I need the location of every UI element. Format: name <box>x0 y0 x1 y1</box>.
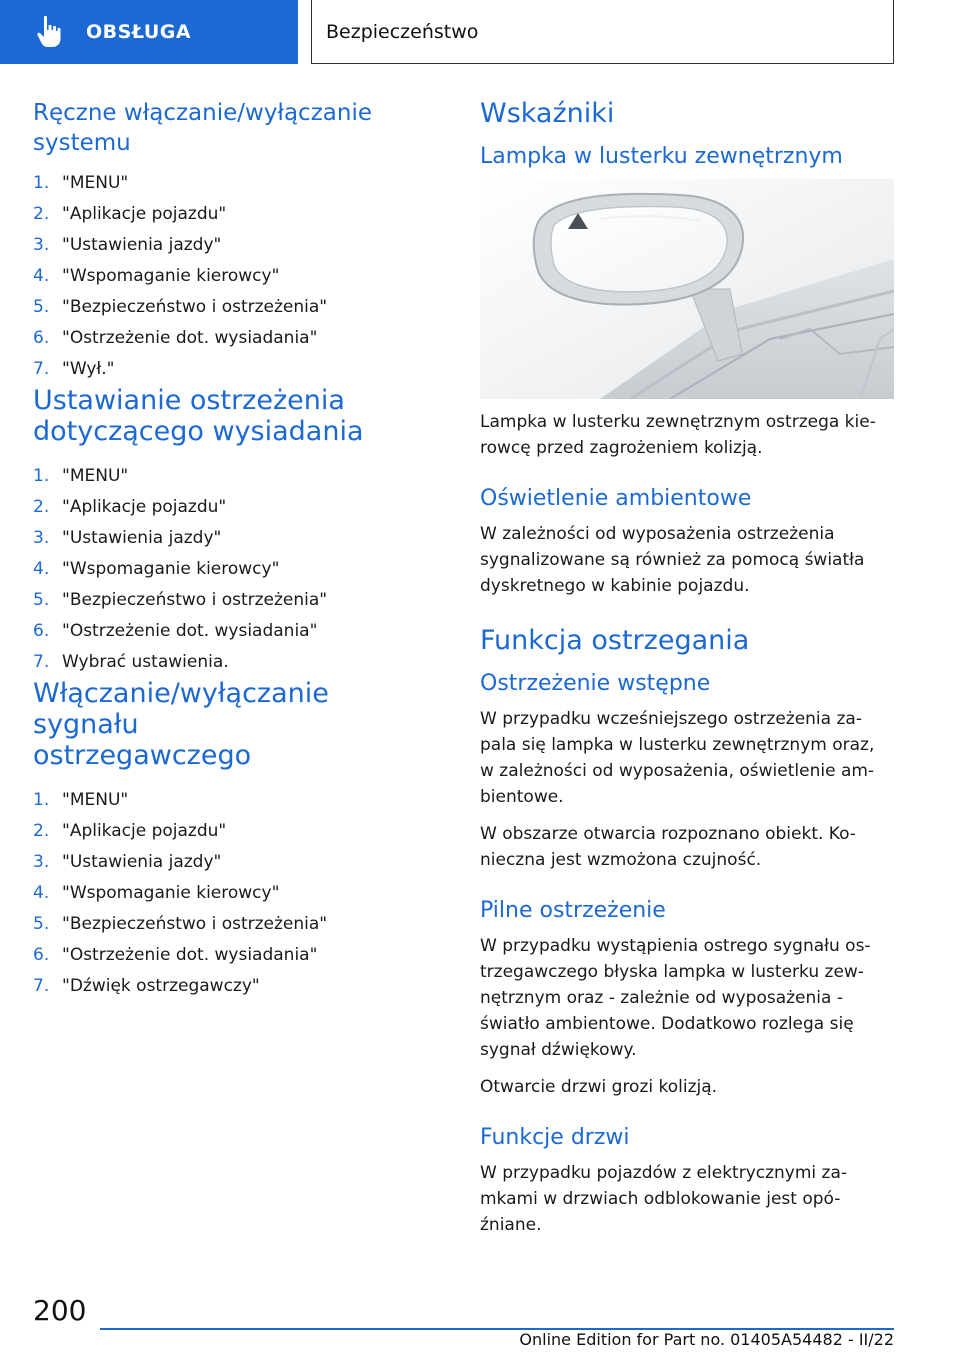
step-text: "MENU" <box>62 466 129 486</box>
steps-warning-sound-toggle <box>33 785 433 1002</box>
step-text: "Wspomaganie kierowcy" <box>62 883 280 903</box>
step-text: "Ustawienia jazdy" <box>62 528 222 548</box>
edition-text: Online Edition for Part no. 01405A54482 - II/22 <box>519 1330 894 1349</box>
pre-warning-text: W przypadku wcześniejszego ostrzeżenia za- pala się lampka w lusterku zewnętrznym oraz, w zależności od wyposażenia, oświetlenie am- bientowe. <box>480 709 875 807</box>
list-item <box>33 647 433 678</box>
step-text: "Aplikacje pojazdu" <box>62 821 227 841</box>
step-text: "Ostrzeżenie dot. wysiadania" <box>62 945 318 965</box>
heading-warning-sound-toggle: Włączanie/wyłączanie sygnału ostrzegawczego <box>33 678 329 771</box>
heading-indicators: Wskaźniki <box>480 98 615 129</box>
list-item <box>33 816 433 847</box>
step-text: "MENU" <box>62 790 129 810</box>
chapter-title: Bezpieczeństwo <box>326 20 479 43</box>
list-item <box>33 230 433 261</box>
chapter-header <box>311 0 894 64</box>
step-text: "Ostrzeżenie dot. wysiadania" <box>62 328 318 348</box>
step-text: "Bezpieczeństwo i ostrzeżenia" <box>62 590 328 610</box>
step-text: "Ustawienia jazdy" <box>62 852 222 872</box>
list-item <box>33 554 433 585</box>
step-text: "Bezpieczeństwo i ostrzeżenia" <box>62 914 328 934</box>
step-number: 4. <box>33 559 50 579</box>
list-item <box>33 971 433 1002</box>
list-item <box>33 261 433 292</box>
list-item <box>33 199 433 230</box>
list-item <box>33 940 433 971</box>
door-functions-text: W przypadku pojazdów z elektrycznymi za- mkami w drzwiach odblokowanie jest opó- źniane. <box>480 1163 848 1235</box>
heading-warning-function: Funkcja ostrzegania <box>480 625 750 656</box>
step-text: "Dźwięk ostrzegawczy" <box>62 976 260 996</box>
heading-ambient-light: Oświetlenie ambientowe <box>480 486 752 511</box>
step-text: Wybrać ustawienia. <box>62 652 229 672</box>
step-text: "Ustawienia jazdy" <box>62 235 222 255</box>
step-number: 3. <box>33 235 50 255</box>
step-text: "Wspomaganie kierowcy" <box>62 559 280 579</box>
step-text: "Bezpieczeństwo i ostrzeżenia" <box>62 297 328 317</box>
heading-exit-warning-settings: Ustawianie ostrzeżenia dotyczącego wysiadania <box>33 385 364 447</box>
list-item <box>33 523 433 554</box>
page-number: 200 <box>33 1294 87 1327</box>
step-number: 3. <box>33 852 50 872</box>
urgent-warning-text-2: Otwarcie drzwi grozi kolizją. <box>480 1077 718 1097</box>
ambient-light-text: W zależności od wyposażenia ostrzeżenia sygnalizowane są również za pomocą światła dyskretnego w kabinie pojazdu. <box>480 524 865 596</box>
list-item <box>33 785 433 816</box>
step-text: "Ostrzeżenie dot. wysiadania" <box>62 621 318 641</box>
step-number: 7. <box>33 359 50 379</box>
step-text: "Aplikacje pojazdu" <box>62 204 227 224</box>
list-item <box>33 909 433 940</box>
list-item <box>33 354 433 385</box>
list-item <box>33 168 433 199</box>
list-item <box>33 461 433 492</box>
step-number: 6. <box>33 328 50 348</box>
heading-door-functions: Funkcje drzwi <box>480 1125 630 1150</box>
list-item <box>33 585 433 616</box>
heading-manual-toggle: Ręczne włączanie/wyłączanie systemu <box>33 100 372 156</box>
step-text: "Wspomaganie kierowcy" <box>62 266 280 286</box>
list-item <box>33 616 433 647</box>
step-number: 5. <box>33 914 50 934</box>
pre-warning-text-2: W obszarze otwarcia rozpoznano obiekt. Ko- nieczna jest wzmożona czujność. <box>480 824 856 870</box>
step-number: 6. <box>33 945 50 965</box>
step-text: "MENU" <box>62 173 129 193</box>
section-label: OBSŁUGA <box>86 21 192 43</box>
step-number: 1. <box>33 173 50 193</box>
left-column <box>33 98 433 1002</box>
list-item <box>33 323 433 354</box>
section-tab <box>0 0 298 64</box>
step-number: 7. <box>33 976 50 996</box>
step-number: 4. <box>33 883 50 903</box>
mirror-light-text: Lampka w lusterku zewnętrznym ostrzega kie- rowcę przed zagrożeniem kolizją. <box>480 412 876 458</box>
list-item <box>33 292 433 323</box>
step-number: 2. <box>33 821 50 841</box>
step-number: 4. <box>33 266 50 286</box>
right-column <box>480 98 900 1249</box>
list-item <box>33 847 433 878</box>
heading-urgent-warning: Pilne ostrzeżenie <box>480 898 666 923</box>
list-item <box>33 492 433 523</box>
steps-manual-toggle <box>33 168 433 385</box>
list-item <box>33 878 433 909</box>
heading-mirror-light: Lampka w lusterku zewnętrznym <box>480 144 843 169</box>
hand-pointer-icon <box>36 15 66 49</box>
urgent-warning-text: W przypadku wystąpienia ostrego sygnału os- trzegawczego błyska lampka w lusterku zew- nętrznym oraz - zależnie od wyposażenia - światło ambientowe. Dodatkowo rozlega się sygnał dźwiękowy. <box>480 936 871 1060</box>
heading-pre-warning: Ostrzeżenie wstępne <box>480 671 711 696</box>
step-number: 7. <box>33 652 50 672</box>
step-number: 1. <box>33 790 50 810</box>
step-number: 5. <box>33 590 50 610</box>
step-number: 5. <box>33 297 50 317</box>
step-text: "Wył." <box>62 359 115 379</box>
step-number: 6. <box>33 621 50 641</box>
steps-exit-warning-settings <box>33 461 433 678</box>
step-number: 3. <box>33 528 50 548</box>
step-number: 1. <box>33 466 50 486</box>
step-number: 2. <box>33 497 50 517</box>
step-number: 2. <box>33 204 50 224</box>
step-text: "Aplikacje pojazdu" <box>62 497 227 517</box>
side-mirror-illustration <box>480 179 894 399</box>
